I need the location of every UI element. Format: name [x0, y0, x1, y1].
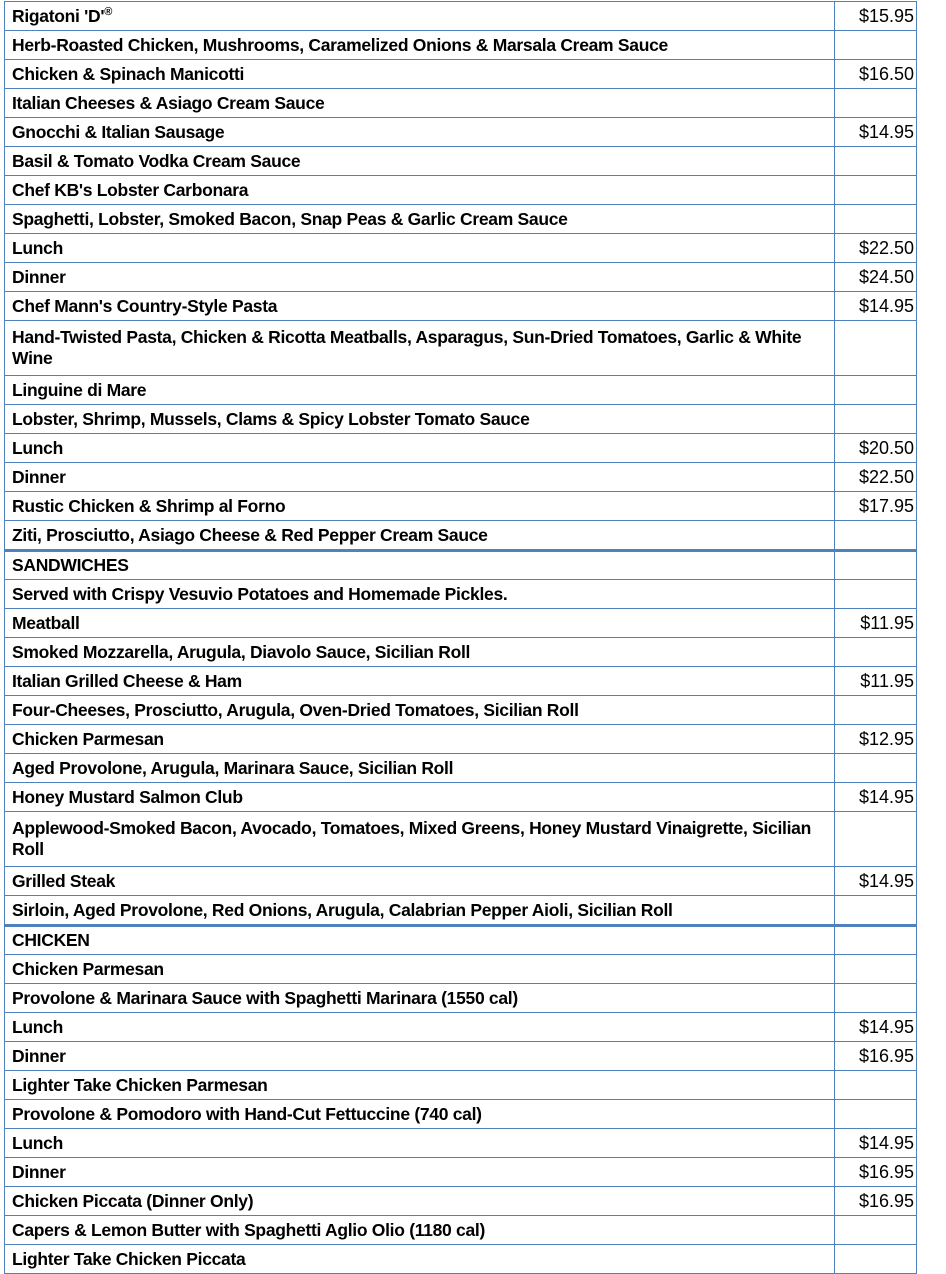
item-name: Lighter Take Chicken Piccata	[12, 1248, 246, 1269]
item-text	[5, 1158, 835, 1187]
item-text	[5, 463, 835, 492]
menu-row	[5, 205, 917, 234]
menu-row	[5, 580, 917, 609]
item-price: $14.95	[835, 1129, 917, 1158]
item-text	[5, 812, 835, 867]
item-price: $20.50	[835, 434, 917, 463]
menu-row	[5, 667, 917, 696]
item-text	[5, 321, 835, 376]
item-text	[5, 696, 835, 725]
menu-row	[5, 609, 917, 638]
item-name: SANDWICHES	[12, 555, 129, 575]
item-name: Lunch	[12, 1132, 63, 1153]
item-price	[835, 1100, 917, 1129]
item-name: Lunch	[12, 237, 63, 258]
item-text	[5, 521, 835, 551]
item-name: Gnocchi & Italian Sausage	[12, 121, 225, 142]
item-text	[5, 176, 835, 205]
item-name: Smoked Mozzarella, Arugula, Diavolo Sauce, Sicilian Roll	[12, 641, 471, 662]
item-price	[835, 321, 917, 376]
item-name: Chef KB's Lobster Carbonara	[12, 179, 249, 200]
menu-row	[5, 234, 917, 263]
item-name: Lunch	[12, 1016, 63, 1037]
item-price	[835, 1216, 917, 1245]
item-name: Applewood-Smoked Bacon, Avocado, Tomatoes, Mixed Greens, Honey Mustard Vinaigrette, Sicilian Roll	[12, 818, 811, 859]
item-name: Aged Provolone, Arugula, Marinara Sauce, Sicilian Roll	[12, 757, 454, 778]
item-text	[5, 783, 835, 812]
menu-row	[5, 1129, 917, 1158]
item-name: Dinner	[12, 466, 66, 487]
menu-row	[5, 147, 917, 176]
item-price: $16.95	[835, 1187, 917, 1216]
item-text	[5, 405, 835, 434]
menu-row	[5, 812, 917, 867]
item-price: $12.95	[835, 725, 917, 754]
section-title	[5, 926, 835, 955]
item-text	[5, 1100, 835, 1129]
item-price: $11.95	[835, 609, 917, 638]
item-price: $11.95	[835, 667, 917, 696]
item-price	[835, 176, 917, 205]
item-text	[5, 2, 835, 31]
menu-row	[5, 376, 917, 405]
item-price	[835, 984, 917, 1013]
item-price	[835, 205, 917, 234]
item-name: Spaghetti, Lobster, Smoked Bacon, Snap Peas & Garlic Cream Sauce	[12, 208, 568, 229]
menu-row	[5, 783, 917, 812]
menu-row	[5, 1187, 917, 1216]
item-price: $16.95	[835, 1158, 917, 1187]
item-name: Lighter Take Chicken Parmesan	[12, 1074, 268, 1095]
item-text	[5, 376, 835, 405]
item-price	[835, 31, 917, 60]
item-name: Basil & Tomato Vodka Cream Sauce	[12, 150, 301, 171]
menu-row	[5, 984, 917, 1013]
item-name: CHICKEN	[12, 930, 90, 950]
menu-row	[5, 463, 917, 492]
item-text	[5, 89, 835, 118]
item-text	[5, 1013, 835, 1042]
item-price	[835, 405, 917, 434]
menu-row	[5, 867, 917, 896]
item-text	[5, 754, 835, 783]
item-price: $15.95	[835, 2, 917, 31]
item-price	[835, 638, 917, 667]
item-price: $14.95	[835, 867, 917, 896]
item-text	[5, 1042, 835, 1071]
item-price	[835, 376, 917, 405]
item-name: Provolone & Pomodoro with Hand-Cut Fettuccine (740 cal)	[12, 1103, 482, 1124]
item-price: $14.95	[835, 783, 917, 812]
menu-row	[5, 1158, 917, 1187]
menu-row	[5, 638, 917, 667]
item-name: Ziti, Prosciutto, Asiago Cheese & Red Pepper Cream Sauce	[12, 524, 488, 545]
item-text	[5, 955, 835, 984]
item-text	[5, 492, 835, 521]
item-text	[5, 434, 835, 463]
item-name: Served with Crispy Vesuvio Potatoes and Homemade Pickles.	[12, 583, 508, 604]
menu-row	[5, 31, 917, 60]
menu-row	[5, 405, 917, 434]
menu-row	[5, 176, 917, 205]
item-name: Lobster, Shrimp, Mussels, Clams & Spicy Lobster Tomato Sauce	[12, 408, 530, 429]
item-text	[5, 263, 835, 292]
item-name: Four-Cheeses, Prosciutto, Arugula, Oven-Dried Tomatoes, Sicilian Roll	[12, 699, 579, 720]
item-text	[5, 1216, 835, 1245]
item-name: Provolone & Marinara Sauce with Spaghetti Marinara (1550 cal)	[12, 987, 518, 1008]
item-price	[835, 926, 917, 955]
item-name: Grilled Steak	[12, 870, 116, 891]
item-text	[5, 638, 835, 667]
item-price: $17.95	[835, 492, 917, 521]
item-text	[5, 1129, 835, 1158]
item-price	[835, 147, 917, 176]
menu-row	[5, 492, 917, 521]
item-name: Rustic Chicken & Shrimp al Forno	[12, 495, 286, 516]
menu-row	[5, 521, 917, 551]
item-name: Italian Cheeses & Asiago Cream Sauce	[12, 92, 325, 113]
item-price: $14.95	[835, 1013, 917, 1042]
item-name: Dinner	[12, 266, 66, 287]
menu-table	[4, 1, 917, 1274]
item-name: Chicken Piccata (Dinner Only)	[12, 1190, 254, 1211]
menu-row	[5, 1042, 917, 1071]
section-header-row	[5, 926, 917, 955]
item-price: $16.95	[835, 1042, 917, 1071]
menu-row	[5, 1013, 917, 1042]
menu-row	[5, 434, 917, 463]
item-price: $22.50	[835, 234, 917, 263]
menu-row	[5, 60, 917, 89]
item-text	[5, 147, 835, 176]
item-price: $14.95	[835, 118, 917, 147]
section-header-row	[5, 551, 917, 580]
item-text	[5, 60, 835, 89]
item-text	[5, 867, 835, 896]
item-price	[835, 580, 917, 609]
item-text	[5, 896, 835, 926]
menu-row	[5, 725, 917, 754]
menu-row	[5, 1216, 917, 1245]
item-text	[5, 609, 835, 638]
item-text	[5, 725, 835, 754]
menu-row	[5, 1100, 917, 1129]
menu-row	[5, 955, 917, 984]
item-price: $14.95	[835, 292, 917, 321]
item-name: Dinner	[12, 1045, 66, 1066]
menu-row	[5, 2, 917, 31]
item-price: $24.50	[835, 263, 917, 292]
item-price	[835, 754, 917, 783]
item-name: Capers & Lemon Butter with Spaghetti Aglio Olio (1180 cal)	[12, 1219, 486, 1240]
item-price	[835, 1245, 917, 1274]
item-price: $22.50	[835, 463, 917, 492]
item-text	[5, 234, 835, 263]
item-text	[5, 1245, 835, 1274]
menu-row	[5, 263, 917, 292]
item-price	[835, 521, 917, 551]
item-name: Chef Mann's Country-Style Pasta	[12, 295, 278, 316]
item-text	[5, 984, 835, 1013]
item-text	[5, 1187, 835, 1216]
item-price	[835, 812, 917, 867]
menu-row	[5, 696, 917, 725]
menu-body	[5, 2, 917, 1274]
item-text	[5, 667, 835, 696]
item-price	[835, 1071, 917, 1100]
item-name: Sirloin, Aged Provolone, Red Onions, Arugula, Calabrian Pepper Aioli, Sicilian Roll	[12, 899, 673, 920]
item-name: Hand-Twisted Pasta, Chicken & Ricotta Meatballs, Asparagus, Sun-Dried Tomatoes, Garlic & White Wine	[12, 327, 802, 368]
menu-row	[5, 1245, 917, 1274]
item-price	[835, 89, 917, 118]
menu-row	[5, 118, 917, 147]
item-text	[5, 205, 835, 234]
item-text	[5, 118, 835, 147]
item-text	[5, 31, 835, 60]
item-name: Chicken & Spinach Manicotti	[12, 63, 245, 84]
item-text	[5, 292, 835, 321]
item-price	[835, 551, 917, 580]
menu-row	[5, 754, 917, 783]
item-price: $16.50	[835, 60, 917, 89]
item-name: Lunch	[12, 437, 63, 458]
menu-row	[5, 896, 917, 926]
section-title	[5, 551, 835, 580]
item-price	[835, 955, 917, 984]
item-name: Chicken Parmesan	[12, 728, 164, 749]
item-name: Linguine di Mare	[12, 379, 147, 400]
menu-row	[5, 89, 917, 118]
item-price	[835, 696, 917, 725]
item-name: Italian Grilled Cheese & Ham	[12, 670, 242, 691]
item-name: Herb-Roasted Chicken, Mushrooms, Caramelized Onions & Marsala Cream Sauce	[12, 34, 668, 55]
item-text	[5, 580, 835, 609]
item-price	[835, 896, 917, 926]
item-name: Chicken Parmesan	[12, 958, 164, 979]
item-text	[5, 1071, 835, 1100]
item-name: Meatball	[12, 612, 80, 633]
item-name: Rigatoni 'D'	[12, 5, 105, 26]
menu-row	[5, 1071, 917, 1100]
registered-mark: ®	[104, 5, 113, 18]
menu-row	[5, 292, 917, 321]
menu-row	[5, 321, 917, 376]
item-name: Honey Mustard Salmon Club	[12, 786, 243, 807]
item-name: Dinner	[12, 1161, 66, 1182]
